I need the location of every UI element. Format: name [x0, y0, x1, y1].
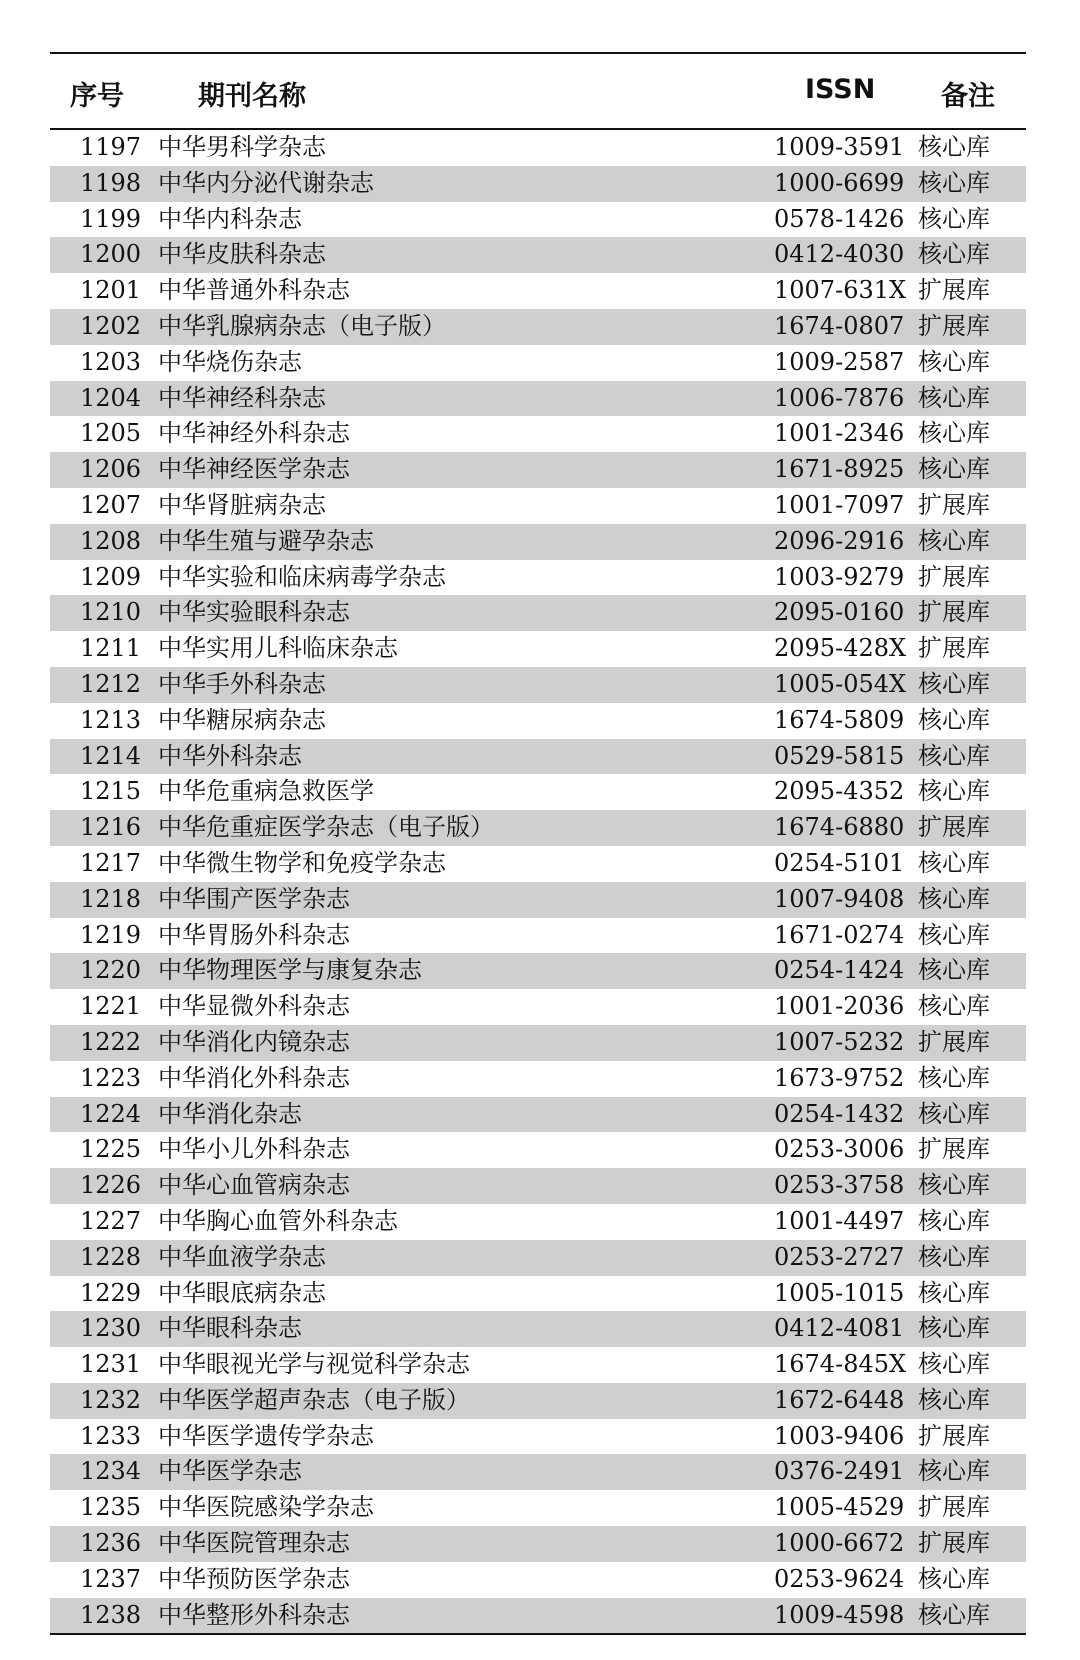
row-note: 核心库 — [918, 741, 990, 770]
table-row — [50, 166, 1026, 202]
row-note: 扩展库 — [918, 813, 990, 842]
row-note: 扩展库 — [918, 1135, 990, 1164]
table-row — [50, 631, 1026, 667]
row-issn: 0254-1432 — [774, 1099, 905, 1128]
row-journal-name: 中华内科杂志 — [158, 204, 302, 233]
row-note: 核心库 — [918, 992, 990, 1021]
table-row — [50, 488, 1026, 524]
row-journal-name: 中华整形外科杂志 — [158, 1600, 350, 1629]
row-note: 核心库 — [918, 777, 990, 806]
row-journal-name: 中华物理医学与康复杂志 — [158, 956, 422, 985]
row-journal-name: 中华男科学杂志 — [158, 133, 326, 161]
row-issn: 2096-2916 — [774, 526, 905, 555]
table-row — [50, 416, 1026, 452]
row-note: 扩展库 — [918, 598, 990, 627]
row-seq: 1230 — [80, 1314, 142, 1343]
row-journal-name: 中华胃肠外科杂志 — [158, 920, 350, 949]
table-row — [50, 345, 1026, 381]
row-seq: 1212 — [80, 669, 142, 698]
row-seq: 1202 — [80, 311, 142, 340]
row-journal-name: 中华消化外科杂志 — [158, 1063, 350, 1092]
row-issn: 1000-6699 — [774, 168, 905, 197]
row-note: 核心库 — [918, 956, 990, 985]
row-seq: 1216 — [80, 813, 142, 842]
row-journal-name: 中华显微外科杂志 — [158, 992, 350, 1021]
row-issn: 0253-3758 — [774, 1171, 905, 1200]
row-issn: 0253-9624 — [774, 1564, 905, 1593]
table-bottom-rule — [50, 1633, 1026, 1635]
row-seq: 1232 — [80, 1385, 142, 1414]
journal-table — [50, 52, 1026, 1635]
row-journal-name: 中华神经外科杂志 — [158, 419, 350, 448]
table-row — [50, 1025, 1026, 1061]
row-issn: 1005-4529 — [774, 1493, 905, 1522]
row-issn: 1001-4497 — [774, 1206, 905, 1235]
table-row — [50, 273, 1026, 309]
row-issn: 1674-0807 — [774, 311, 905, 340]
table-row — [50, 452, 1026, 488]
row-seq: 1234 — [80, 1457, 142, 1486]
table-row — [50, 1562, 1026, 1598]
row-seq: 1223 — [80, 1063, 142, 1092]
row-note: 扩展库 — [918, 276, 990, 305]
row-issn: 1671-0274 — [774, 920, 905, 949]
row-note: 核心库 — [918, 920, 990, 949]
row-note: 核心库 — [918, 204, 990, 233]
row-note: 核心库 — [918, 240, 990, 269]
row-seq: 1221 — [80, 992, 142, 1021]
table-row — [50, 1454, 1026, 1490]
row-seq: 1237 — [80, 1564, 142, 1593]
row-seq: 1197 — [80, 133, 142, 161]
table-row — [50, 130, 1026, 166]
row-issn: 0254-1424 — [774, 956, 905, 985]
row-issn: 1001-7097 — [774, 490, 905, 519]
row-note: 核心库 — [918, 419, 990, 448]
row-seq: 1213 — [80, 705, 142, 734]
table-row — [50, 595, 1026, 631]
row-journal-name: 中华乳腺病杂志（电子版） — [158, 311, 446, 340]
row-seq: 1238 — [80, 1600, 142, 1629]
row-seq: 1229 — [80, 1278, 142, 1307]
table-row — [50, 237, 1026, 273]
row-issn: 1009-2587 — [774, 347, 905, 376]
row-seq: 1198 — [80, 168, 142, 197]
table-row — [50, 1240, 1026, 1276]
table-row — [50, 1419, 1026, 1455]
table-row — [50, 309, 1026, 345]
row-issn: 1674-6880 — [774, 813, 905, 842]
table-row — [50, 1276, 1026, 1312]
row-journal-name: 中华眼视光学与视觉科学杂志 — [158, 1350, 470, 1379]
row-seq: 1224 — [80, 1099, 142, 1128]
row-note: 核心库 — [918, 669, 990, 698]
row-note: 核心库 — [918, 884, 990, 913]
row-note: 核心库 — [918, 1385, 990, 1414]
row-note: 扩展库 — [918, 490, 990, 519]
row-issn: 1001-2346 — [774, 419, 905, 448]
table-row — [50, 1490, 1026, 1526]
row-issn: 1000-6672 — [774, 1529, 905, 1558]
row-journal-name: 中华预防医学杂志 — [158, 1564, 350, 1593]
row-note: 扩展库 — [918, 1529, 990, 1558]
table-body — [50, 130, 1026, 1633]
row-note: 核心库 — [918, 1314, 990, 1343]
row-seq: 1215 — [80, 777, 142, 806]
row-issn: 1003-9279 — [774, 562, 905, 591]
row-journal-name: 中华医学遗传学杂志 — [158, 1421, 374, 1450]
row-issn: 1674-845X — [774, 1350, 907, 1379]
row-seq: 1200 — [80, 240, 142, 269]
row-seq: 1228 — [80, 1242, 142, 1271]
row-journal-name: 中华危重病急救医学 — [158, 777, 374, 806]
row-note: 核心库 — [918, 1457, 990, 1486]
row-seq: 1211 — [80, 634, 142, 663]
row-seq: 1209 — [80, 562, 142, 591]
table-row — [50, 1383, 1026, 1419]
row-journal-name: 中华神经医学杂志 — [158, 455, 350, 484]
table-row — [50, 739, 1026, 775]
row-issn: 0376-2491 — [774, 1457, 905, 1486]
row-note: 核心库 — [918, 133, 990, 161]
row-journal-name: 中华实验和临床病毒学杂志 — [158, 562, 446, 591]
row-journal-name: 中华血液学杂志 — [158, 1242, 326, 1271]
table-row — [50, 1526, 1026, 1562]
row-issn: 1005-1015 — [774, 1278, 905, 1307]
row-journal-name: 中华心血管病杂志 — [158, 1171, 350, 1200]
row-seq: 1222 — [80, 1027, 142, 1056]
table-row — [50, 810, 1026, 846]
row-issn: 1003-9406 — [774, 1421, 905, 1450]
row-issn: 1005-054X — [774, 669, 907, 698]
row-note: 扩展库 — [918, 1421, 990, 1450]
row-note: 扩展库 — [918, 562, 990, 591]
row-journal-name: 中华普通外科杂志 — [158, 276, 350, 305]
row-issn: 1007-9408 — [774, 884, 905, 913]
table-row — [50, 774, 1026, 810]
row-journal-name: 中华手外科杂志 — [158, 669, 326, 698]
row-journal-name: 中华肾脏病杂志 — [158, 490, 326, 519]
row-seq: 1220 — [80, 956, 142, 985]
row-note: 核心库 — [918, 455, 990, 484]
row-seq: 1227 — [80, 1206, 142, 1235]
row-journal-name: 中华医学杂志 — [158, 1457, 302, 1486]
row-journal-name: 中华小儿外科杂志 — [158, 1135, 350, 1164]
row-journal-name: 中华医学超声杂志（电子版） — [158, 1385, 470, 1414]
row-issn: 2095-0160 — [774, 598, 905, 627]
row-note: 核心库 — [918, 1350, 990, 1379]
table-row — [50, 560, 1026, 596]
row-issn: 0412-4030 — [774, 240, 905, 269]
row-note: 核心库 — [918, 1171, 990, 1200]
table-row — [50, 1311, 1026, 1347]
row-journal-name: 中华微生物学和免疫学杂志 — [158, 848, 446, 877]
header-issn: ISSN — [805, 74, 876, 105]
row-journal-name: 中华神经科杂志 — [158, 383, 326, 412]
table-row — [50, 1168, 1026, 1204]
row-journal-name: 中华皮肤科杂志 — [158, 240, 326, 269]
header-journal-name: 期刊名称 — [198, 81, 306, 112]
row-issn: 1009-3591 — [774, 133, 905, 161]
table-header — [50, 54, 1026, 128]
row-note: 核心库 — [918, 168, 990, 197]
table-row — [50, 667, 1026, 703]
table-row — [50, 1347, 1026, 1383]
row-issn: 2095-428X — [774, 634, 907, 663]
row-seq: 1233 — [80, 1421, 142, 1450]
row-seq: 1205 — [80, 419, 142, 448]
row-journal-name: 中华实用儿科临床杂志 — [158, 634, 398, 663]
row-issn: 1007-631X — [774, 276, 907, 305]
row-issn: 0578-1426 — [774, 204, 905, 233]
row-note: 扩展库 — [918, 1027, 990, 1056]
row-seq: 1236 — [80, 1529, 142, 1558]
header-seq: 序号 — [70, 81, 124, 112]
row-note: 核心库 — [918, 383, 990, 412]
row-issn: 1001-2036 — [774, 992, 905, 1021]
row-journal-name: 中华外科杂志 — [158, 741, 302, 770]
row-journal-name: 中华围产医学杂志 — [158, 884, 350, 913]
row-seq: 1235 — [80, 1493, 142, 1522]
row-issn: 0254-5101 — [774, 848, 905, 877]
row-journal-name: 中华消化内镜杂志 — [158, 1027, 350, 1056]
row-note: 核心库 — [918, 1206, 990, 1235]
row-note: 核心库 — [918, 1564, 990, 1593]
row-issn: 0412-4081 — [774, 1314, 905, 1343]
row-note: 核心库 — [918, 705, 990, 734]
row-journal-name: 中华眼科杂志 — [158, 1314, 302, 1343]
row-seq: 1203 — [80, 347, 142, 376]
row-seq: 1201 — [80, 276, 142, 305]
table-row — [50, 989, 1026, 1025]
row-seq: 1226 — [80, 1171, 142, 1200]
row-issn: 1006-7876 — [774, 383, 905, 412]
table-row — [50, 381, 1026, 417]
row-seq: 1199 — [80, 204, 142, 233]
table-row — [50, 1204, 1026, 1240]
row-issn: 1009-4598 — [774, 1600, 905, 1629]
row-note: 核心库 — [918, 1063, 990, 1092]
row-seq: 1206 — [80, 455, 142, 484]
row-issn: 1671-8925 — [774, 455, 905, 484]
row-issn: 0253-2727 — [774, 1242, 905, 1271]
row-issn: 1672-6448 — [774, 1385, 905, 1414]
table-row — [50, 703, 1026, 739]
row-journal-name: 中华生殖与避孕杂志 — [158, 526, 374, 555]
row-journal-name: 中华医院管理杂志 — [158, 1529, 350, 1558]
table-row — [50, 1061, 1026, 1097]
table-row — [50, 918, 1026, 954]
row-note: 扩展库 — [918, 634, 990, 663]
row-seq: 1208 — [80, 526, 142, 555]
row-journal-name: 中华糖尿病杂志 — [158, 705, 326, 734]
row-note: 核心库 — [918, 848, 990, 877]
row-issn: 0253-3006 — [774, 1135, 905, 1164]
table-row — [50, 1132, 1026, 1168]
row-note: 扩展库 — [918, 311, 990, 340]
header-note: 备注 — [941, 81, 995, 112]
row-journal-name: 中华消化杂志 — [158, 1099, 302, 1128]
row-note: 核心库 — [918, 347, 990, 376]
row-note: 核心库 — [918, 1600, 990, 1629]
row-seq: 1231 — [80, 1350, 142, 1379]
table-row — [50, 1598, 1026, 1634]
table-row — [50, 882, 1026, 918]
table-row — [50, 524, 1026, 560]
row-seq: 1210 — [80, 598, 142, 627]
row-seq: 1214 — [80, 741, 142, 770]
table-row — [50, 1097, 1026, 1133]
row-issn: 1674-5809 — [774, 705, 905, 734]
table-row — [50, 846, 1026, 882]
row-note: 核心库 — [918, 526, 990, 555]
row-issn: 1673-9752 — [774, 1063, 905, 1092]
row-journal-name: 中华危重症医学杂志（电子版） — [158, 813, 494, 842]
row-journal-name: 中华医院感染学杂志 — [158, 1493, 374, 1522]
row-seq: 1218 — [80, 884, 142, 913]
row-issn: 0529-5815 — [774, 741, 905, 770]
row-note: 核心库 — [918, 1099, 990, 1128]
row-seq: 1217 — [80, 848, 142, 877]
row-note: 扩展库 — [918, 1493, 990, 1522]
table-row — [50, 202, 1026, 238]
row-journal-name: 中华眼底病杂志 — [158, 1278, 326, 1307]
row-issn: 1007-5232 — [774, 1027, 905, 1056]
row-journal-name: 中华胸心血管外科杂志 — [158, 1206, 398, 1235]
row-note: 核心库 — [918, 1278, 990, 1307]
row-journal-name: 中华烧伤杂志 — [158, 347, 302, 376]
row-seq: 1219 — [80, 920, 142, 949]
row-seq: 1225 — [80, 1135, 142, 1164]
row-seq: 1204 — [80, 383, 142, 412]
row-note: 核心库 — [918, 1242, 990, 1271]
table-row — [50, 953, 1026, 989]
row-journal-name: 中华实验眼科杂志 — [158, 598, 350, 627]
row-journal-name: 中华内分泌代谢杂志 — [158, 168, 374, 197]
row-seq: 1207 — [80, 490, 142, 519]
row-issn: 2095-4352 — [774, 777, 905, 806]
